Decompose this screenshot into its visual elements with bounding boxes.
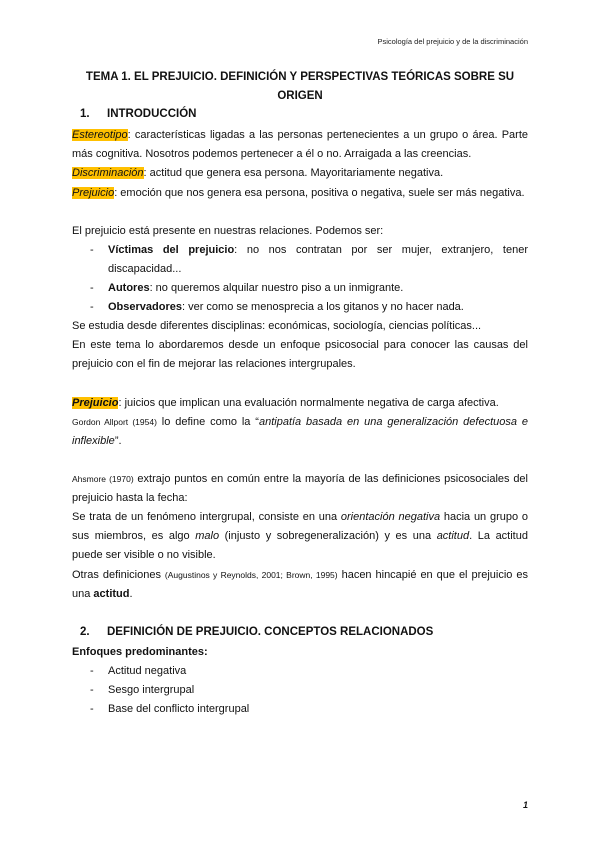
section-heading-definicion xyxy=(80,626,433,638)
approaches-title: Enfoques predominantes: xyxy=(72,646,208,658)
role-label: Víctimas del prejuicio xyxy=(108,244,235,256)
list-item xyxy=(90,700,528,719)
document-title: TEMA 1. EL PREJUICIO. DEFINICIÓN Y PERSPECTIVAS TEÓRICAS SOBRE SU ORIGEN xyxy=(85,71,515,102)
highlighted-term: Prejuicio xyxy=(72,397,119,409)
bullet-dash: - xyxy=(90,684,94,696)
bullet-dash: - xyxy=(90,703,94,715)
running-header: Psicología del prejuicio y de la discriminación xyxy=(377,37,528,46)
definition-text: : juicios que implican una evaluación normalmente negativa de carga afectiva. xyxy=(118,397,499,409)
ahsmore-paragraph xyxy=(72,470,528,508)
definition-prejuicio xyxy=(72,184,528,203)
bullet-dash: - xyxy=(90,282,94,294)
section-label: DEFINICIÓN DE PREJUICIO. CONCEPTOS RELACIONADOS xyxy=(107,626,434,638)
role-text: : ver como se menosprecia a los gitanos y no hacer nada. xyxy=(181,301,464,313)
paragraph-text: lo define como la “ xyxy=(156,416,259,428)
paragraph-text: (injusto y sobregeneralización) y es una xyxy=(219,530,437,542)
paragraph-text: hacen hincapié en que el prejuicio es una xyxy=(72,569,528,600)
definition-text: : emoción que nos genera esa persona, positiva o negativa, suele ser más negativa. xyxy=(114,187,525,199)
section-number: 1. xyxy=(80,108,90,120)
bullet-dash: - xyxy=(90,301,94,313)
page-number: 1 xyxy=(522,800,528,810)
paragraph-text: Se trata de un fenómeno intergrupal, consiste en una xyxy=(72,511,341,523)
bullet-dash: - xyxy=(90,665,94,677)
paragraph-text: extrajo puntos en común entre la mayoría de las definiciones psicosociales del prejuicio hasta la fecha: xyxy=(72,473,528,504)
paragraph-text: . La actitud puede ser visible o no visible. xyxy=(72,530,528,561)
list-item-text: Sesgo intergrupal xyxy=(108,684,195,696)
approach-paragraph: En este tema lo abordaremos desde un enfoque psicosocial para conocer las causas del prejuicio con el fin de mejorar las relaciones intergrupales. xyxy=(72,339,528,370)
definition-discriminacion xyxy=(72,164,528,183)
definition-text: : características ligadas a las personas pertenecientes a un grupo o área. Parte más cognitiva. Nosotros podemos pertenecer a él o no. Arraigada a las creencias. xyxy=(72,129,528,160)
highlighted-term: Estereotipo xyxy=(72,129,128,141)
citation: Ahsmore (1970) xyxy=(72,474,134,484)
list-item-victimas xyxy=(90,241,528,279)
emphasis: orientación negativa xyxy=(340,511,441,523)
list-item xyxy=(90,662,528,681)
role-label: Autores xyxy=(108,282,150,294)
list-item-autores xyxy=(90,279,528,298)
citation: (Augustinos y Reynolds, 2001; Brown, 1995) xyxy=(164,570,338,580)
emphasis: actitud xyxy=(436,530,470,542)
list-item-text: Base del conflicto intergrupal xyxy=(108,703,250,715)
prejuicio-definition xyxy=(72,394,528,413)
quote: antipatía basada en una generalización defectuosa e inflexible xyxy=(72,416,528,447)
definition-text: : actitud que genera esa persona. Mayoritariamente negativa. xyxy=(143,167,444,179)
role-text: : no queremos alquilar nuestro piso a un inmigrante. xyxy=(149,282,404,294)
role-label: Observadores xyxy=(108,301,182,313)
phenomenon-paragraph xyxy=(72,508,528,565)
other-definitions-paragraph xyxy=(72,566,528,604)
paragraph-text: Otras definiciones xyxy=(72,569,165,581)
paragraph-text: . xyxy=(129,588,133,600)
list-item-text: Actitud negativa xyxy=(108,665,187,677)
paragraph-text: ”. xyxy=(114,435,122,447)
list-item xyxy=(90,681,528,700)
section-number: 2. xyxy=(80,626,90,638)
paragraph-text: hacia un grupo o sus miembros, es algo xyxy=(72,511,528,542)
allport-paragraph xyxy=(72,413,528,451)
section-heading-introduccion xyxy=(80,108,196,120)
highlighted-term: Discriminación xyxy=(72,167,144,179)
emphasis: actitud xyxy=(93,588,130,600)
list-item-observadores xyxy=(90,298,528,317)
highlighted-term: Prejuicio xyxy=(72,187,115,199)
bullet-dash: - xyxy=(90,244,94,256)
disciplines-paragraph: Se estudia desde diferentes disciplinas: económicas, sociología, ciencias políticas... xyxy=(72,320,482,332)
citation: Gordon Allport (1954) xyxy=(72,417,157,427)
section-label: INTRODUCCIÓN xyxy=(107,108,197,120)
intro-line: El prejuicio está presente en nuestras relaciones. Podemos ser: xyxy=(72,225,384,237)
emphasis: malo xyxy=(195,530,220,542)
role-text: : no nos contratan por ser mujer, extranjero, tener discapacidad... xyxy=(108,244,528,275)
definition-estereotipo xyxy=(72,126,528,164)
